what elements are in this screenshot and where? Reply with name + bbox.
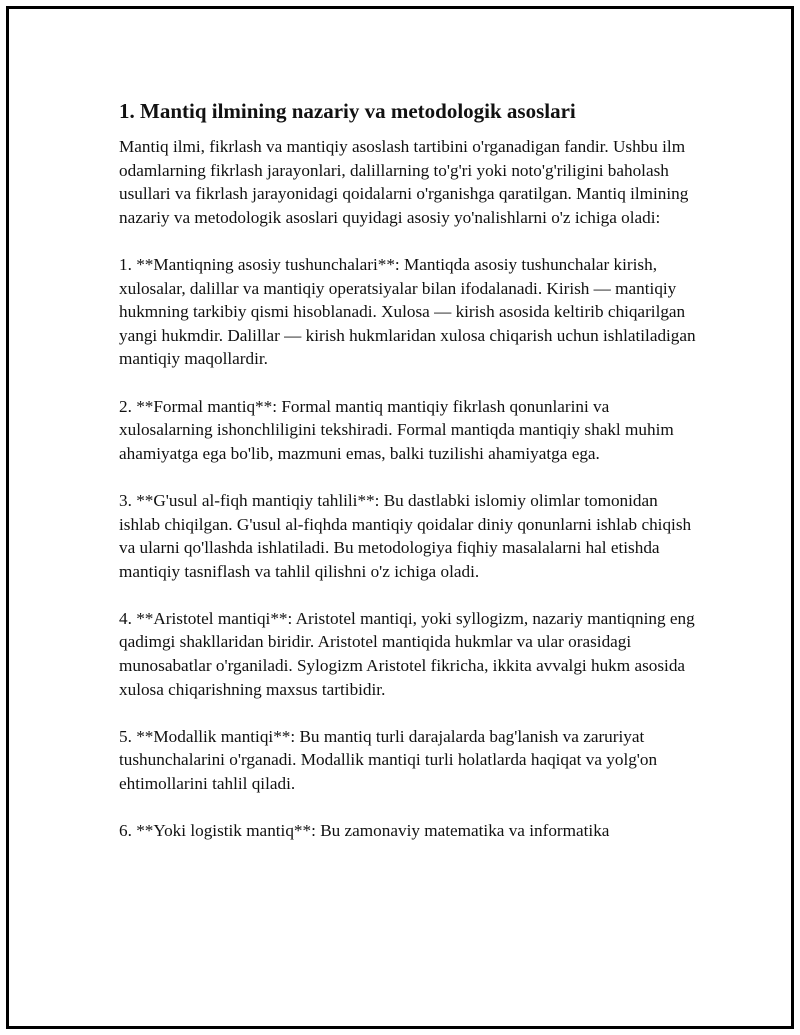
document-body [119,97,699,866]
paragraph-formal-logic: 2. **Formal mantiq**: Formal mantiq mantiqiy fikrlash qonunlarini va xulosalarning ishonchliligini tekshiradi. Formal mantiqda mantiqiy shakl muhim ahamiyatga ega bo'lib, mazmuni emas, balki tuzilishi ahamiyatga ega. [119,396,674,463]
paragraph-modal-logic: 5. **Modallik mantiqi**: Bu mantiq turli darajalarda bag'lanish va zaruriyat tushunchalarini o'rganadi. Modallik mantiqi turli holatlarda haqiqat va yolg'on ehtimollarini tahlil qiladi. [119,726,658,794]
page-frame [6,6,794,1029]
paragraph-aristotle-logic: 4. **Aristotel mantiqi**: Aristotel mantiqi, yoki syllogizm, nazariy mantiqning eng qadimgi shakllaridan biridir. Aristotel mantiqida hukmlar va ular orasidagi munosabatlar o'rganiladi. Sylogizm Aristotel fikricha, ikkita avvalgi hukm asosida xulosa chiqarishning maxsus tartibidir. [119,608,695,699]
paragraph-basic-concepts: 1. **Mantiqning asosiy tushunchalari**: Mantiqda asosiy tushunchalar kirish, xulosalar, dalillar va mantiqiy operatsiyalar bilan ifodalanadi. Kirish — mantiqiy hukmning tarkibiy qismi hisoblanadi. Xulosa — kirish asosida keltirib chiqarilgan yangi hukmdir. Dalillar — kirish hukmlaridan xulosa chiqarish uchun ishlatiladigan mantiqiy maqollardir. [119,254,696,369]
paragraph-usul-al-fiqh: 3. **G'usul al-fiqh mantiqiy tahlili**: Bu dastlabki islomiy olimlar tomonidan ishlab chiqilgan. G'usul al-fiqhda mantiqiy qoidalar diniy qonunlarni ishlab chiqish va ularni qo'llashda ishlatiladi. Bu metodologiya fiqhiy masalalarni hal etishda mantiqiy tasniflash va tahlil qilishni o'z ichiga oladi. [119,490,692,581]
intro-paragraph: Mantiq ilmi, fikrlash va mantiqiy asoslash tartibini o'rganadigan fandir. Ushbu ilm odamlarning fikrlash jarayonlari, dalillarning to'g'ri yoki noto'g'riligini baholash usullari va fikrlash jarayonidagi qoidalarni o'rganishga qaratilgan. Mantiq ilmining nazariy va metodologik asoslari quyidagi asosiy yo'nalishlarni o'z ichiga oladi: [119,137,689,227]
paragraph-logistic-logic: 6. **Yoki logistik mantiq**: Bu zamonaviy matematika va informatika [119,821,610,841]
document-title: 1. Mantiq ilmining nazariy va metodologik asoslari [119,99,576,123]
